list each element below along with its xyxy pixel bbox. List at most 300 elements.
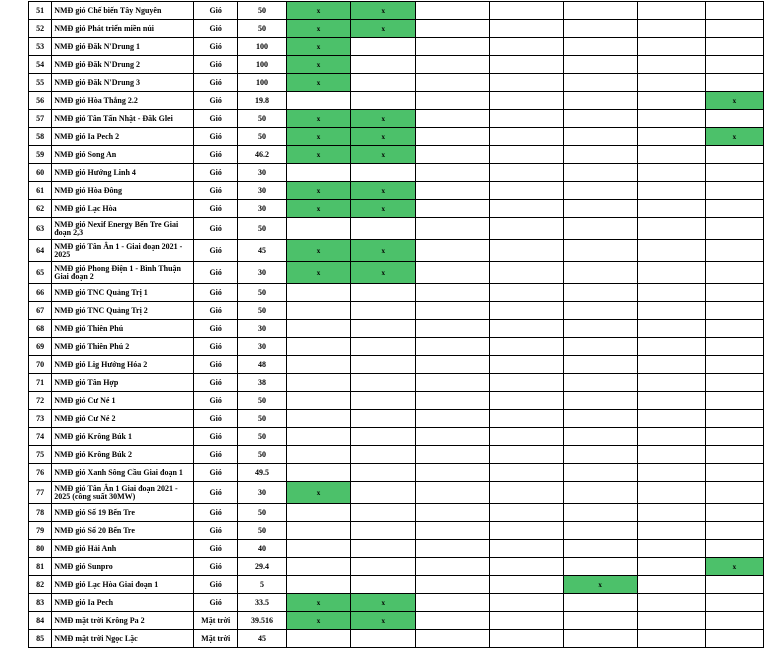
mark-cell-7 (705, 612, 763, 630)
mark-cell-5 (563, 374, 637, 392)
mark-cell-1: x (286, 74, 351, 92)
mark-cell-7 (705, 446, 763, 464)
mark-cell-2 (351, 446, 416, 464)
mark-cell-7 (705, 540, 763, 558)
mark-cell-1: x (286, 594, 351, 612)
mark-cell-7 (705, 630, 763, 648)
mark-cell-3 (416, 356, 490, 374)
row-number: 61 (29, 182, 52, 200)
mark-cell-3 (416, 446, 490, 464)
mark-cell-6 (637, 200, 705, 218)
mark-cell-5 (563, 356, 637, 374)
mark-cell-3 (416, 92, 490, 110)
mark-cell-2 (351, 284, 416, 302)
mark-cell-3 (416, 504, 490, 522)
table-row (29, 464, 764, 482)
mark-cell-4 (489, 576, 563, 594)
plant-name: NMĐ gió Ia Pech 2 (52, 128, 194, 146)
mark-cell-2 (351, 392, 416, 410)
mark-cell-4 (489, 110, 563, 128)
plant-capacity: 100 (238, 38, 286, 56)
mark-cell-1 (286, 218, 351, 240)
mark-cell-6 (637, 182, 705, 200)
mark-cell-7 (705, 374, 763, 392)
row-number: 51 (29, 2, 52, 20)
mark-cell-7 (705, 2, 763, 20)
plant-type: Gió (194, 128, 238, 146)
mark-cell-6 (637, 558, 705, 576)
mark-cell-1 (286, 576, 351, 594)
mark-cell-3 (416, 182, 490, 200)
mark-cell-2: x (351, 2, 416, 20)
mark-cell-1 (286, 92, 351, 110)
mark-cell-2: x (351, 200, 416, 218)
mark-cell-4 (489, 262, 563, 284)
row-number: 69 (29, 338, 52, 356)
plant-capacity: 50 (238, 284, 286, 302)
mark-cell-5 (563, 630, 637, 648)
row-number: 55 (29, 74, 52, 92)
mark-cell-4 (489, 320, 563, 338)
mark-cell-2 (351, 92, 416, 110)
mark-cell-3 (416, 56, 490, 74)
table-row (29, 128, 764, 146)
mark-cell-4 (489, 38, 563, 56)
mark-cell-6 (637, 146, 705, 164)
plant-type: Gió (194, 146, 238, 164)
row-number: 81 (29, 558, 52, 576)
row-number: 56 (29, 92, 52, 110)
mark-cell-4 (489, 284, 563, 302)
mark-cell-5 (563, 164, 637, 182)
plant-name: NMĐ gió Nexif Energy Bến Tre Giai đoạn 2,3 (52, 218, 194, 240)
mark-cell-1 (286, 392, 351, 410)
plant-name: NMĐ gió Krông Búk 1 (52, 428, 194, 446)
mark-cell-1 (286, 446, 351, 464)
mark-cell-7 (705, 464, 763, 482)
mark-cell-4 (489, 182, 563, 200)
plant-name: NMĐ mặt trời Ngọc Lặc (52, 630, 194, 648)
plant-type: Gió (194, 576, 238, 594)
plant-capacity: 50 (238, 302, 286, 320)
plant-capacity: 29.4 (238, 558, 286, 576)
mark-cell-5 (563, 110, 637, 128)
row-number: 52 (29, 20, 52, 38)
plant-capacity: 50 (238, 2, 286, 20)
row-number: 79 (29, 522, 52, 540)
table-row (29, 522, 764, 540)
plant-capacity: 30 (238, 262, 286, 284)
mark-cell-2 (351, 410, 416, 428)
mark-cell-7 (705, 504, 763, 522)
table-row (29, 240, 764, 262)
mark-cell-1: x (286, 2, 351, 20)
plant-type: Gió (194, 262, 238, 284)
table-row (29, 374, 764, 392)
mark-cell-2: x (351, 146, 416, 164)
plant-capacity: 38 (238, 374, 286, 392)
mark-cell-1 (286, 374, 351, 392)
plant-type: Gió (194, 482, 238, 504)
row-number: 70 (29, 356, 52, 374)
mark-cell-4 (489, 464, 563, 482)
plant-name: NMĐ gió Tân Ân 1 Giai đoạn 2021 - 2025 (công suất 30MW) (52, 482, 194, 504)
plant-capacity: 100 (238, 56, 286, 74)
mark-cell-7 (705, 284, 763, 302)
mark-cell-7 (705, 146, 763, 164)
mark-cell-7 (705, 302, 763, 320)
table-row (29, 200, 764, 218)
row-number: 77 (29, 482, 52, 504)
mark-cell-3 (416, 302, 490, 320)
mark-cell-7 (705, 594, 763, 612)
plant-capacity: 30 (238, 320, 286, 338)
plant-name: NMĐ gió Ia Pech (52, 594, 194, 612)
mark-cell-3 (416, 410, 490, 428)
mark-cell-7 (705, 164, 763, 182)
plant-type: Gió (194, 74, 238, 92)
mark-cell-5 (563, 594, 637, 612)
plant-name: NMĐ gió Cư Né 2 (52, 410, 194, 428)
mark-cell-7 (705, 320, 763, 338)
mark-cell-2 (351, 338, 416, 356)
table-row (29, 92, 764, 110)
plant-type: Gió (194, 56, 238, 74)
plant-type: Gió (194, 540, 238, 558)
plant-type: Gió (194, 164, 238, 182)
plant-capacity: 5 (238, 576, 286, 594)
row-number: 82 (29, 576, 52, 594)
row-number: 58 (29, 128, 52, 146)
mark-cell-6 (637, 56, 705, 74)
mark-cell-4 (489, 240, 563, 262)
row-number: 57 (29, 110, 52, 128)
mark-cell-6 (637, 110, 705, 128)
mark-cell-3 (416, 20, 490, 38)
plant-capacity: 30 (238, 482, 286, 504)
row-number: 59 (29, 146, 52, 164)
table-row (29, 320, 764, 338)
row-number: 72 (29, 392, 52, 410)
row-number: 54 (29, 56, 52, 74)
plant-name: NMĐ gió Thiên Phú (52, 320, 194, 338)
mark-cell-6 (637, 374, 705, 392)
mark-cell-3 (416, 320, 490, 338)
table-row (29, 594, 764, 612)
mark-cell-3 (416, 218, 490, 240)
mark-cell-5: x (563, 576, 637, 594)
mark-cell-1: x (286, 110, 351, 128)
mark-cell-5 (563, 146, 637, 164)
mark-cell-5 (563, 240, 637, 262)
mark-cell-3 (416, 464, 490, 482)
table-row (29, 482, 764, 504)
plant-capacity: 49.5 (238, 464, 286, 482)
mark-cell-6 (637, 612, 705, 630)
mark-cell-6 (637, 576, 705, 594)
mark-cell-5 (563, 284, 637, 302)
plant-capacity: 50 (238, 218, 286, 240)
table-row (29, 146, 764, 164)
mark-cell-5 (563, 302, 637, 320)
mark-cell-7 (705, 182, 763, 200)
mark-cell-2 (351, 540, 416, 558)
mark-cell-6 (637, 38, 705, 56)
mark-cell-3 (416, 262, 490, 284)
mark-cell-3 (416, 540, 490, 558)
mark-cell-6 (637, 338, 705, 356)
table-row (29, 576, 764, 594)
mark-cell-1: x (286, 612, 351, 630)
mark-cell-3 (416, 482, 490, 504)
plant-type: Gió (194, 392, 238, 410)
mark-cell-5 (563, 522, 637, 540)
mark-cell-5 (563, 558, 637, 576)
table-row (29, 74, 764, 92)
mark-cell-1: x (286, 240, 351, 262)
mark-cell-7 (705, 392, 763, 410)
mark-cell-6 (637, 428, 705, 446)
mark-cell-2 (351, 504, 416, 522)
mark-cell-7: x (705, 128, 763, 146)
plant-type: Gió (194, 92, 238, 110)
row-number: 76 (29, 464, 52, 482)
mark-cell-5 (563, 92, 637, 110)
table-body (29, 2, 764, 648)
mark-cell-4 (489, 482, 563, 504)
mark-cell-6 (637, 128, 705, 146)
mark-cell-7: x (705, 558, 763, 576)
table-row (29, 56, 764, 74)
mark-cell-2 (351, 558, 416, 576)
mark-cell-7 (705, 110, 763, 128)
plant-capacity: 50 (238, 20, 286, 38)
mark-cell-6 (637, 410, 705, 428)
mark-cell-2 (351, 38, 416, 56)
plant-type: Gió (194, 374, 238, 392)
mark-cell-1 (286, 630, 351, 648)
mark-cell-3 (416, 576, 490, 594)
table-row (29, 392, 764, 410)
table-row (29, 164, 764, 182)
mark-cell-4 (489, 410, 563, 428)
mark-cell-6 (637, 594, 705, 612)
mark-cell-5 (563, 20, 637, 38)
mark-cell-7 (705, 38, 763, 56)
plant-name: NMĐ gió Thiên Phú 2 (52, 338, 194, 356)
mark-cell-5 (563, 200, 637, 218)
mark-cell-2 (351, 218, 416, 240)
mark-cell-7 (705, 522, 763, 540)
plant-type: Gió (194, 522, 238, 540)
mark-cell-2: x (351, 262, 416, 284)
plant-capacity: 33.5 (238, 594, 286, 612)
mark-cell-6 (637, 504, 705, 522)
mark-cell-6 (637, 630, 705, 648)
mark-cell-4 (489, 128, 563, 146)
mark-cell-5 (563, 320, 637, 338)
plant-capacity: 39.516 (238, 612, 286, 630)
plant-name: NMĐ gió Đăk N'Drung 3 (52, 74, 194, 92)
plant-capacity: 30 (238, 182, 286, 200)
mark-cell-2 (351, 302, 416, 320)
mark-cell-4 (489, 146, 563, 164)
mark-cell-6 (637, 446, 705, 464)
plant-type: Mặt trời (194, 630, 238, 648)
mark-cell-1: x (286, 38, 351, 56)
mark-cell-1 (286, 410, 351, 428)
plant-name: NMĐ gió Lạc Hòa Giai đoạn 1 (52, 576, 194, 594)
mark-cell-7 (705, 218, 763, 240)
mark-cell-2 (351, 74, 416, 92)
plant-name: NMĐ mặt trời Krông Pa 2 (52, 612, 194, 630)
mark-cell-6 (637, 320, 705, 338)
mark-cell-1: x (286, 56, 351, 74)
mark-cell-5 (563, 74, 637, 92)
mark-cell-7 (705, 482, 763, 504)
mark-cell-3 (416, 110, 490, 128)
mark-cell-3 (416, 392, 490, 410)
mark-cell-4 (489, 504, 563, 522)
plant-type: Gió (194, 338, 238, 356)
mark-cell-2 (351, 464, 416, 482)
row-number: 80 (29, 540, 52, 558)
mark-cell-1 (286, 558, 351, 576)
plant-capacity: 19.8 (238, 92, 286, 110)
mark-cell-2 (351, 320, 416, 338)
plant-type: Gió (194, 594, 238, 612)
mark-cell-1: x (286, 146, 351, 164)
mark-cell-3 (416, 240, 490, 262)
row-number: 85 (29, 630, 52, 648)
mark-cell-7 (705, 200, 763, 218)
mark-cell-3 (416, 164, 490, 182)
plant-type: Gió (194, 320, 238, 338)
mark-cell-1: x (286, 182, 351, 200)
plant-type: Gió (194, 200, 238, 218)
mark-cell-5 (563, 446, 637, 464)
mark-cell-2 (351, 374, 416, 392)
mark-cell-1 (286, 464, 351, 482)
plant-name: NMĐ gió Hải Anh (52, 540, 194, 558)
plant-capacity: 50 (238, 128, 286, 146)
mark-cell-4 (489, 2, 563, 20)
plant-name: NMĐ gió Hòa Đông (52, 182, 194, 200)
plant-name: NMĐ gió Số 20 Bến Tre (52, 522, 194, 540)
mark-cell-7: x (705, 92, 763, 110)
mark-cell-5 (563, 182, 637, 200)
plant-type: Gió (194, 284, 238, 302)
mark-cell-2: x (351, 20, 416, 38)
plant-name: NMĐ gió Đăk N'Drung 2 (52, 56, 194, 74)
plant-type: Gió (194, 446, 238, 464)
plant-type: Gió (194, 240, 238, 262)
mark-cell-3 (416, 558, 490, 576)
mark-cell-2: x (351, 240, 416, 262)
mark-cell-3 (416, 612, 490, 630)
mark-cell-7 (705, 262, 763, 284)
mark-cell-2 (351, 482, 416, 504)
mark-cell-4 (489, 594, 563, 612)
table-row (29, 558, 764, 576)
plant-capacity: 50 (238, 110, 286, 128)
plant-capacity: 30 (238, 338, 286, 356)
mark-cell-7 (705, 338, 763, 356)
table-row (29, 20, 764, 38)
mark-cell-3 (416, 146, 490, 164)
table-row (29, 356, 764, 374)
mark-cell-4 (489, 558, 563, 576)
mark-cell-6 (637, 356, 705, 374)
mark-cell-2 (351, 630, 416, 648)
mark-cell-1: x (286, 200, 351, 218)
mark-cell-3 (416, 594, 490, 612)
row-number: 74 (29, 428, 52, 446)
row-number: 75 (29, 446, 52, 464)
mark-cell-1: x (286, 128, 351, 146)
mark-cell-4 (489, 164, 563, 182)
plant-type: Gió (194, 38, 238, 56)
table-row (29, 302, 764, 320)
mark-cell-7 (705, 74, 763, 92)
mark-cell-6 (637, 540, 705, 558)
plant-capacity: 30 (238, 164, 286, 182)
mark-cell-7 (705, 20, 763, 38)
mark-cell-2 (351, 522, 416, 540)
mark-cell-1 (286, 540, 351, 558)
mark-cell-1: x (286, 262, 351, 284)
plant-type: Gió (194, 504, 238, 522)
mark-cell-1 (286, 356, 351, 374)
plant-type: Gió (194, 410, 238, 428)
mark-cell-1 (286, 320, 351, 338)
mark-cell-4 (489, 522, 563, 540)
mark-cell-2 (351, 428, 416, 446)
mark-cell-5 (563, 262, 637, 284)
table-row (29, 262, 764, 284)
row-number: 65 (29, 262, 52, 284)
mark-cell-4 (489, 612, 563, 630)
mark-cell-1 (286, 504, 351, 522)
mark-cell-2: x (351, 128, 416, 146)
mark-cell-4 (489, 446, 563, 464)
mark-cell-5 (563, 612, 637, 630)
plant-type: Gió (194, 428, 238, 446)
mark-cell-3 (416, 338, 490, 356)
table-row (29, 446, 764, 464)
mark-cell-2: x (351, 594, 416, 612)
table-row (29, 182, 764, 200)
plant-name: NMĐ gió Tân Ân 1 - Giai đoạn 2021 - 2025 (52, 240, 194, 262)
mark-cell-2 (351, 56, 416, 74)
plant-capacity: 46.2 (238, 146, 286, 164)
mark-cell-6 (637, 92, 705, 110)
table-row (29, 2, 764, 20)
row-number: 62 (29, 200, 52, 218)
row-number: 84 (29, 612, 52, 630)
mark-cell-4 (489, 302, 563, 320)
mark-cell-6 (637, 20, 705, 38)
mark-cell-4 (489, 428, 563, 446)
plant-name: NMĐ gió Lig Hướng Hóa 2 (52, 356, 194, 374)
mark-cell-5 (563, 392, 637, 410)
mark-cell-6 (637, 522, 705, 540)
mark-cell-4 (489, 374, 563, 392)
plant-name: NMĐ gió Cư Né 1 (52, 392, 194, 410)
mark-cell-6 (637, 464, 705, 482)
mark-cell-6 (637, 164, 705, 182)
mark-cell-5 (563, 428, 637, 446)
